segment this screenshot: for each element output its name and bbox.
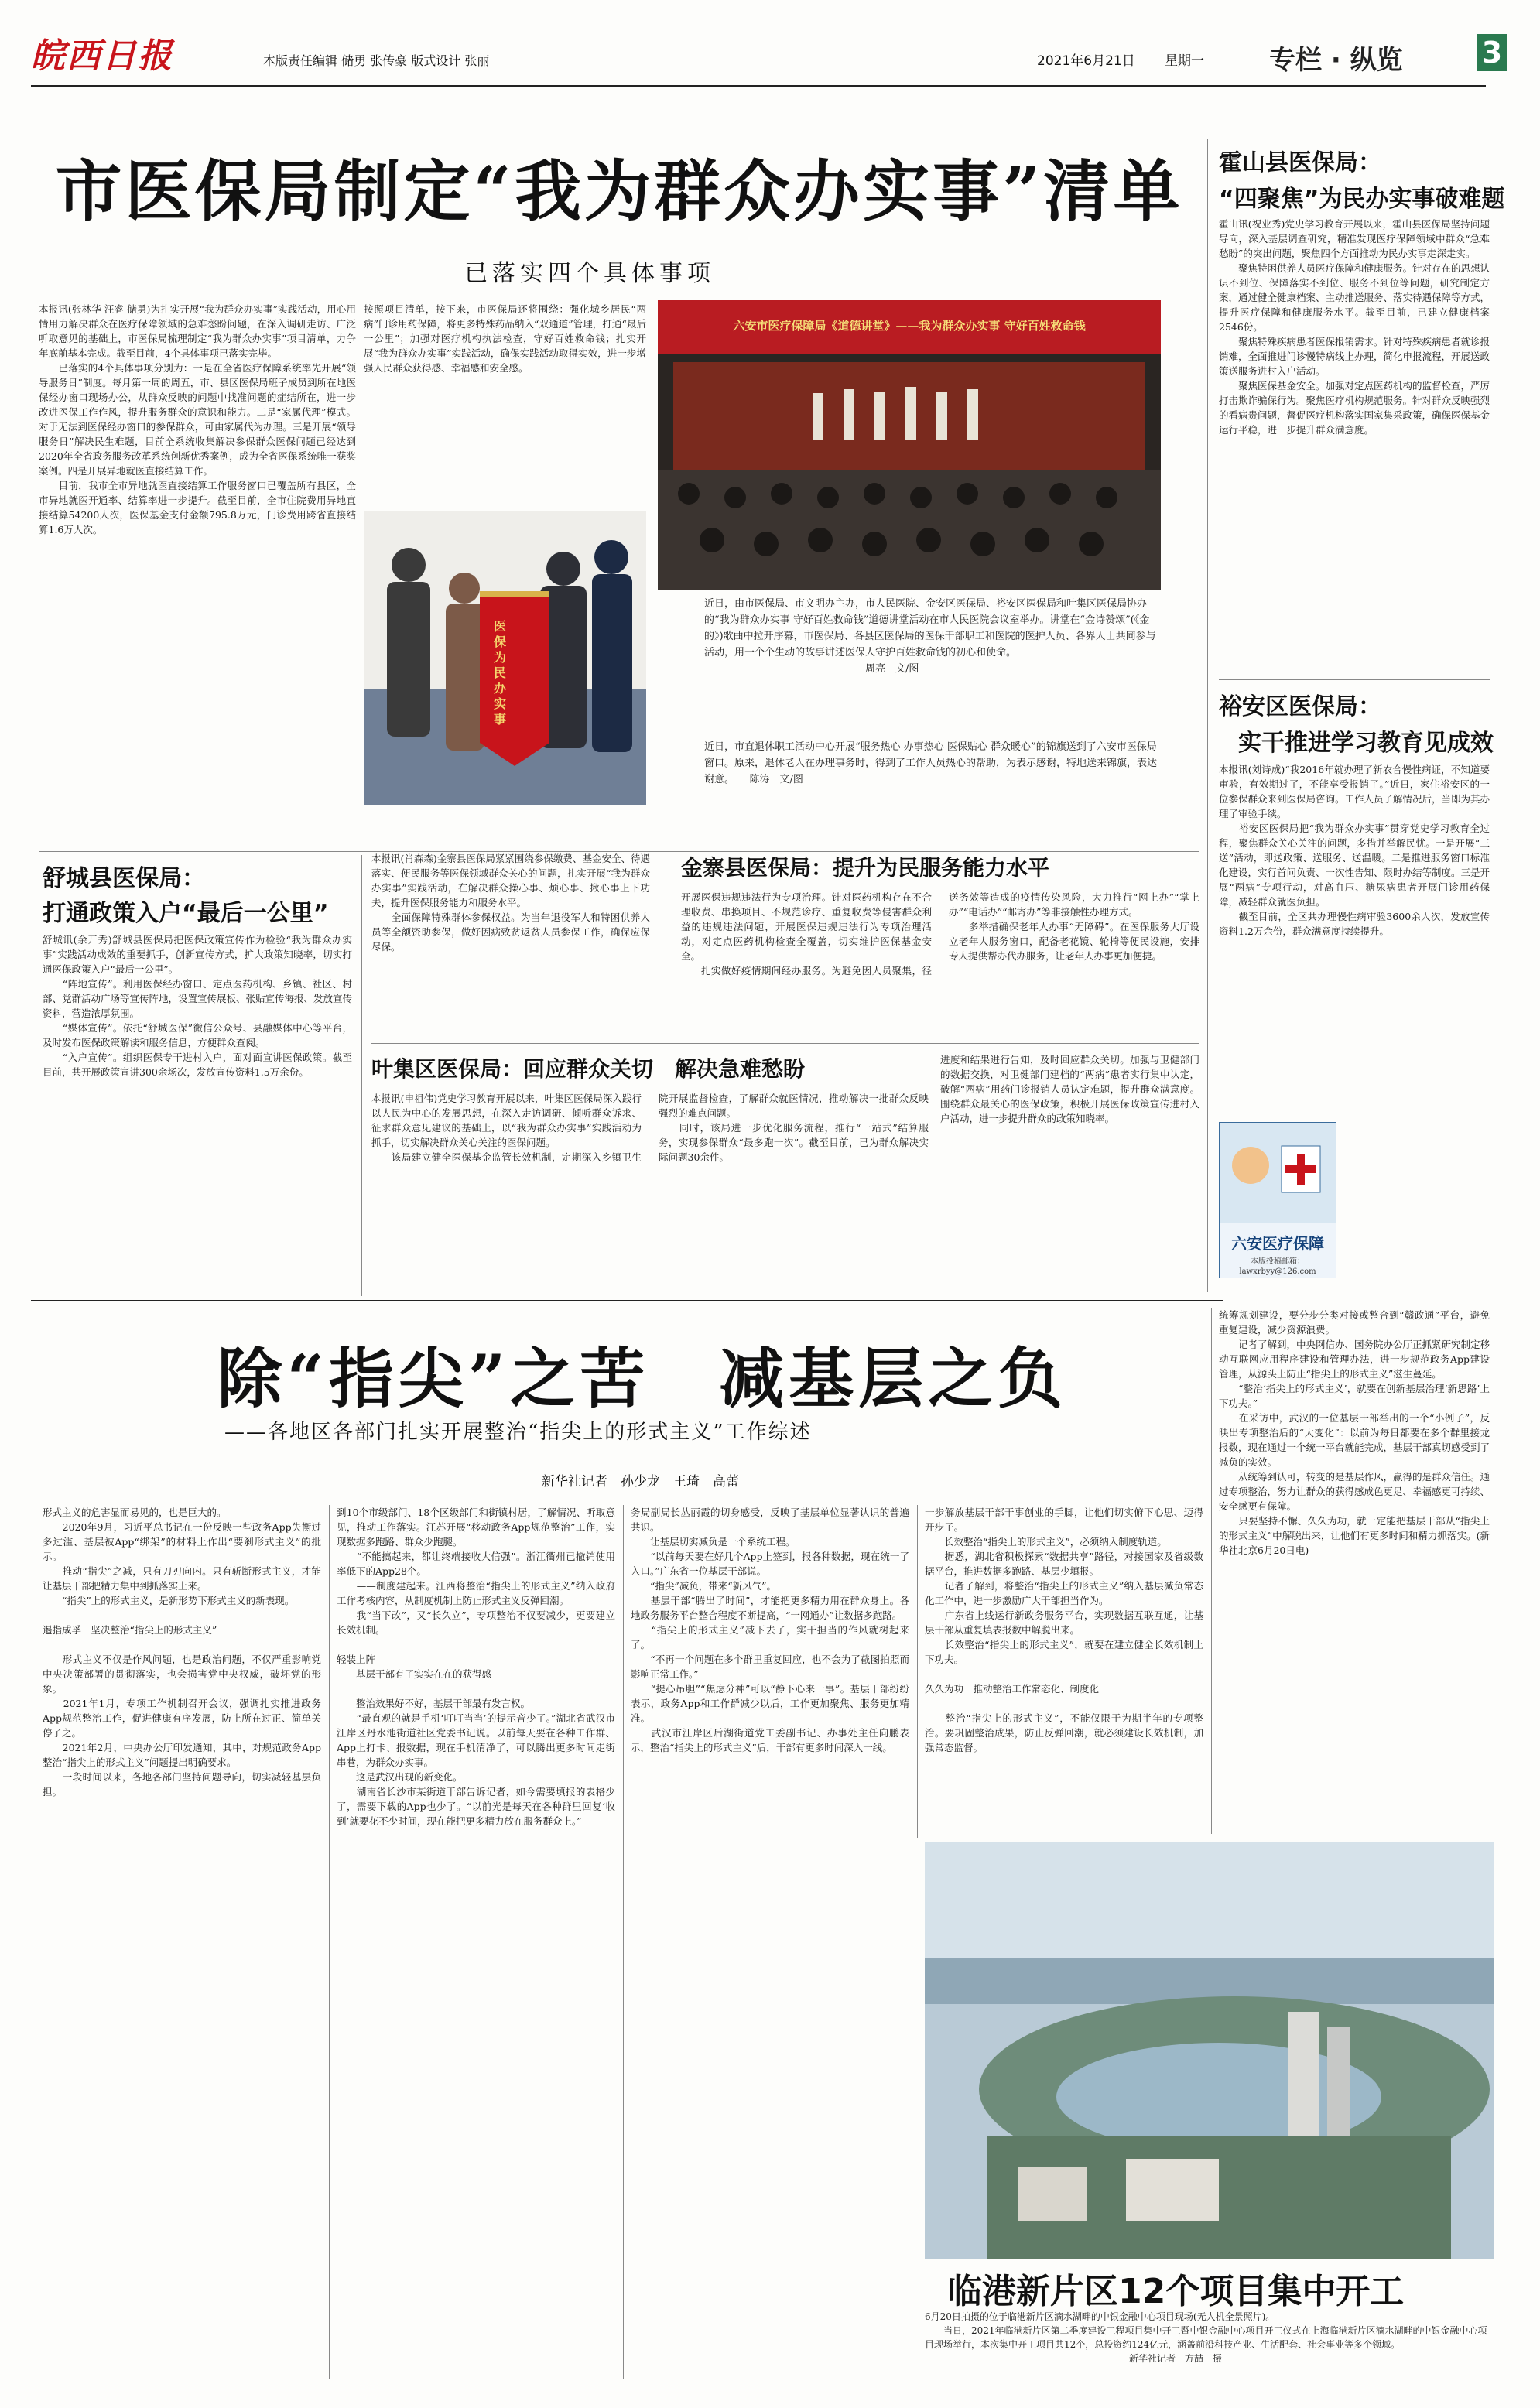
ad-subtitle: 本版投稿邮箱：lawxrbyy@126.com (1239, 1257, 1316, 1276)
shucheng-body: 舒城讯(余开秀)舒城县医保局把医保政策宣传作为检验“我为群众办实事”实践活动成效的重要抓手，创新宣传方式，扩大政策知晓率，切实打通医保政策入户“最后一公里”。 “阵地宣传”。利用医保经办窗口、定点医药机构、乡镇、社区、村部、党群活动广场等宣传阵地，设置宣传展板、张贴宣传海报、发放宣传资料，营造浓厚氛围。 “媒体宣传”。依托“舒城医保”微信公众号、县融媒体中心等平台，及时发布医保政策解读和服务信息，方便群众查阅。 “入户宣传”。组织医保专干进村入户，面对面宣讲医保政策。截至目前，共开展政策宣讲300余场次，发放宣传资料1.5万余份。 (43, 934, 352, 1078)
issue-weekday: 星期一 (1165, 53, 1204, 69)
huoshan-title-2: “四聚焦”为民办实事破难题 (1219, 186, 1505, 213)
right-column-divider (1207, 139, 1208, 1292)
lead-subheadline: 已落实四个具体事项 (464, 260, 715, 287)
feature-subheadline: ——各地区各部门扎实开展整治“指尖上的形式主义”工作综述 (224, 1421, 812, 1444)
jinzhai-title: 金寨县医保局：提升为民服务能力水平 (681, 855, 1050, 881)
award-photo-caption: 近日，市直退休职工活动中心开展“服务热心 办事热心 医保贴心 群众暖心”的锦旗送到了六安市医保局窗口。原来，退休老人在办理事务时，得到了工作人员热心的帮助，为表示感谢，特地送来锦旗，表达谢意。 陈涛 文/图 (704, 741, 1158, 785)
lingang-caption: 6月20日拍摄的位于临港新片区滴水湖畔的中银金融中心项目现场(无人机全景照片)。 当日，2021年临港新片区第二季度建设工程项目集中开工暨中银金融中心项目开工仪式在上海临港新片区滴水湖畔的中银金融中心项目现场举行，本次集中开工项目共12个，总投资约124亿元，涵盖前沿科技产业、生活配套、社会事业等多个领域。 新华社记者 方喆 摄 (925, 2311, 1487, 2364)
tier2-divider-1 (361, 855, 362, 1296)
feature-headline: 除“指尖”之苦 减基层之负 (217, 1340, 1068, 1417)
right-story-divider (1219, 679, 1490, 680)
yuan-title-2: 实干推进学习教育见成效 (1238, 730, 1494, 757)
pennant-text: 医保为民办实事 (494, 619, 507, 727)
stage-photo-art (658, 300, 1161, 590)
ad-box (1219, 1122, 1336, 1278)
feature-divider-4 (1211, 1308, 1212, 1834)
feature-col1: 形式主义的危害显而易见的，也是巨大的。 2020年9月，习近平总书记在一份反映一些政务App失衡过多过滥、基层被App“绑架”的材料上作出“要刹形式主义”的批示。 推动“指尖”之减，只有刀刃向内。只有斩断形式主义，才能让基层干部把精力集中到抓落实上来。 “指尖”上的形式主义，是新形势下形式主义的新表现。 遏指成孚 坚决整治“指尖上的形式主义” 形式主义不仅是作风问题，也是政治问题，不仅严重影响党中央决策部署的贯彻落实，也会损害党中央权威，破坏党的形象。 2021年1月，专项工作机制召开会议，强调扎实推进政务App规范整治工作，促进健康有序发展，防止所在过正、简单关停了之。 2021年2月，中央办公厅印发通知，其中，对规范政务App整治“指尖上的形式主义”问题提出明确要求。 一段时间以来，各地各部门坚持问题导向，切实减轻基层负担。 (43, 1507, 321, 1797)
yeji-rule (371, 1043, 1199, 1044)
issue-date: 2021年6月21日 (1037, 53, 1135, 69)
award-photo (364, 511, 646, 805)
stage-banner-text: 六安市医疗保障局《道德讲堂》——我为群众办实事 守好百姓救命钱 (733, 319, 1086, 333)
lead-body: 本报讯(张林华 汪睿 储勇)为扎实开展“我为群众办实事”实践活动，用心用情用力解决群众在医疗保障领域的急难愁盼问题，在深入调研走访、广泛听取意见的基础上，市医保局梳理制定“我为群众办实事”项目清单，力争年底前基本完成。截至目前，4个具体事项已落实完毕。 已落实的4个具体事项分别为：一是在全省医疗保障系统率先开展“领导服务日”制度。每月第一周的周五，市、县区医保局班子成员到所在地医保经办窗口现场办公，从群众反映的问题中找准问题的症结所在，进一步改进医保工作作风，提升服务群众的意识和能力。二是“家属代理”模式。对于无法到医保经办窗口的参保群众，可由家属代为办理。三是开展“领导服务日”解决民生难题，目前全系统收集解决参保群众医保问题已经达到2020年全省政务服务改革系统创新优秀案例，成为全省医保系统唯一获奖案例。四是开展异地就医直接结算工作。 目前，我市全市异地就医直接结算工作服务窗口已覆盖所有县区，全市异地就医开通率、结算率进一步提升。截至目前，全市住院费用异地直接结算54200人次，医保基金支付金额795.8万元，门诊费用跨省直接结算1.6万人次。 (39, 303, 356, 535)
page-number: 3 (1477, 34, 1507, 71)
stage-photo-caption: 近日，由市医保局、市文明办主办，市人民医院、金安区医保局、裕安区医保局和叶集区医保局协办的“我为群众办实事 守好百姓救命钱”道德讲堂活动在市人民医院会议室举办。讲堂在“金诗赞颂”(《金的》)歌曲中拉开序幕，市医保局、各县区医保局的医保干部职工和医院的医护人员、各界人士共同参与活动，用一个个生动的故事讲述医保人守护百姓救命钱的初心和使命。 周亮 文/图 (704, 598, 1156, 675)
masthead (31, 23, 1509, 84)
jinzhai-body: 开展医保违规违法行为专项治理。针对医药机构存在不合理收费、串换项目、不规范诊疗、重复收费等侵害群众利益的违规违法问题，开展医保违规违法行为专项治理活动，对定点医药机构检查全覆盖，切实维护医保基金安全。 扎实做好疫情期间经办服务。为避免因人员聚集，径送务效等造成的疫情传染风险，大力推行“网上办”“掌上办”“电话办”“邮寄办”等非接触性办理方式。 多举措确保老年人办事“无障碍”。在医保服务大厅设立老年人服务窗口，配备老花镜、轮椅等便民设施，安排专人提供帮办代办服务，让老年人办事更加便捷。 (681, 891, 1199, 977)
yeji-body: 本报讯(申祖伟)党史学习教育开展以来，叶集区医保局深入践行以人民为中心的发展思想，在深入走访调研、倾听群众诉求、征求群众意见建议的基础上，以“我为群众办实事”实践活动为抓手，切实解决群众关心关注的医保问题。 该局建立健全医保基金监管长效机制，定期深入乡镇卫生院开展监督检查，了解群众就医情况，推动解决一批群众反映强烈的难点问题。 同时，该局进一步优化服务流程，推行“一站式”结算服务，实现参保群众“最多跑一次”。截至目前，已为群众解决实际问题30余件。 (371, 1093, 929, 1163)
stage-photo (658, 300, 1161, 590)
newspaper-logo: 皖西日报 (31, 36, 173, 76)
masthead-editors: 本版责任编辑 储勇 张传豪 版式设计 张丽 (263, 53, 490, 68)
lingang-headline: 临港新片区12个项目集中开工 (948, 2272, 1405, 2311)
feature-col5: 统筹规划建设，要分步分类对接或整合到“赣政通”平台，避免重复建设，减少资源浪费。 记者了解到，中央网信办、国务院办公厅正抓紧研究制定移动互联网应用程序建设和管理办法，进一步规范政务App建设管理，从源头上防止“指尖上的形式主义”滋生蔓延。 “整治‘指尖上的形式主义’，就要在创新基层治理‘新思路’上下功夫。” 在采访中，武汉的一位基层干部举出的一个“小例子”，反映出专项整治后的“大变化”：以前为每日都要在多个群里接龙报数，现在通过一个统一平台就能完成，基层干部真切感受到了减负的实效。 从统筹到认可，转变的是基层作风，赢得的是群众信任。通过专项整治，努力让群众的获得感成色更足、幸福感更可持续、安全感更有保障。 只要坚持不懈、久久为功，就一定能把基层干部从“指尖上的形式主义”中解脱出来，让他们有更多时间和精力抓落实。(新华社北京6月20日电) (1219, 1309, 1490, 1556)
feature-col3: 务局副局长丛丽霞的切身感受，反映了基层单位显著认识的普遍共识。 让基层切实减负是一个系统工程。 “以前每天要在好几个App上签到，报各种数据，现在统一了入口。”广东省一位基层干部说。 “指尖”减负，带来“新风气”。 基层干部“腾出了时间”，才能把更多精力用在群众身上。各地政务服务平台整合程度不断提高，“一网通办”让数据多跑路。 “指尖上的形式主义”减下去了，实干担当的作风就树起来了。 “不再一个问题在多个群里重复回应，也不会为了截图拍照而影响正常工作。” “提心吊胆”“焦虑分神”可以“静下心来干事”。基层干部纷纷表示，政务App和工作群减少以后，工作更加聚焦、服务更加精准。 武汉市江岸区后湖街道党工委副书记、办事处主任向鹏表示，整治“指尖上的形式主义”后，干部有更多时间深入一线。 (631, 1507, 909, 1753)
section-title: 专栏 · 纵览 (1269, 45, 1403, 76)
masthead-rule (31, 85, 1486, 87)
shucheng-title-2: 打通政策入户“最后一公里” (43, 900, 329, 927)
feature-divider-2 (623, 1505, 624, 2379)
shucheng-title-1: 舒城县医保局： (43, 865, 205, 892)
yeji-title: 叶集区医保局：回应群众关切 解决急难愁盼 (371, 1056, 806, 1082)
huoshan-body: 霍山讯(祝业秀)党史学习教育开展以来，霍山县医保局坚持问题导向，深入基层调查研究，精准发现医疗保障领域中群众“急难愁盼”的突出问题，聚焦四个方面推动为民办实事走深走实。 聚焦特困供养人员医疗保障和健康服务。针对存在的思想认识不到位、保障落实不到位、服务不到位等问题，研究制定方案，通过健全健康档案、主动推送服务、落实待遇保障等方式，提升医疗保障和健康服务水平。截至目前，已建立健康档案2546份。 聚焦特殊疾病患者医保报销需求。针对特殊疾病患者就诊报销难，全面推进门诊慢特病线上办理，简化申报流程，开展送政策送服务进村入户活动。 聚焦医保基金安全。加强对定点医药机构的监督检查，严厉打击欺诈骗保行为。聚焦医疗机构规范服务。针对群众反映强烈的看病贵问题，督促医疗机构落实国家集采政策，确保医保基金运行平稳，进一步提升群众满意度。 (1219, 218, 1490, 436)
yuan-title-1: 裕安区医保局： (1219, 693, 1381, 720)
ad-illustration (1220, 1123, 1336, 1223)
lingang-photo (925, 1842, 1494, 2259)
feature-divider-3 (917, 1505, 918, 1838)
lingang-photo-art (925, 1842, 1494, 2259)
lead-headline: 市医保局制定“我为群众办实事”清单 (55, 152, 1183, 231)
lead-body-col2: 按照项目清单，按下来，市医保局还将围绕：强化城乡居民“两病”门诊用药保障，将更多特殊药品纳入“双通道”管理，打通“最后一公里”；加强对医疗机构执法检查，守好百姓救命钱；扎实开展“我为群众办实事”实践活动，确保实践活动取得实效，进一步增强人民群众获得感、幸福感和安全感。 (364, 303, 646, 374)
feature-divider-1 (329, 1505, 330, 2379)
feature-col4: 一步解放基层干部干事创业的手脚，让他们切实俯下心思、迈得开步子。 长效整治“指尖上的形式主义”，必须纳入制度轨道。 据悉，湖北省积极探索“数据共享”路径，对接国家及省级数据平台，推进数据多跑路、基层少填报。 记者了解到，将整治“指尖上的形式主义”纳入基层减负常态化工作中，进一步激励广大干部担当作为。 广东省上线运行新政务服务平台，实现数据互联互通，让基层干部从重复填表报数中解脱出来。 长效整治“指尖上的形式主义”，就要在建立健全长效机制上下功夫。 久久为功 推动整治工作常态化、制度化 整治“指尖上的形式主义”，不能仅限于为期半年的专项整治。要巩固整治成果，防止反弹回潮，就必须建设长效机制，加强常态监督。 (925, 1507, 1203, 1753)
feature-rule (31, 1300, 1223, 1301)
yuan-body: 本报讯(刘诗成)“我2016年就办理了新农合慢性病证，不知道要审验，有效期过了，不能享受报销了。”近日，家住裕安区的一位参保群众来到医保局咨询。工作人员了解情况后，当即为其办理了审验手续。 裕安区医保局把“我为群众办实事”贯穿党史学习教育全过程，聚焦群众关心关注的问题，多措并举解民忧。一是开展“三送”活动，即送政策、送服务、送温暖。二是推进服务窗口标准化建设，实行首问负责、一次性告知、限时办结等制度。三是开展“两病”专项行动，对高血压、糖尿病患者开展门诊用药保障，减轻群众就医负担。 截至目前，全区共办理慢性病审验3600余人次，发放宣传资料1.2万余份，群众满意度持续提升。 (1219, 764, 1490, 937)
yeji-body-right: 进度和结果进行告知，及时回应群众关切。加强与卫健部门的数据交换，对卫健部门建档的“两病”患者实行集中认定，破解“两病”用药门诊报销人员认定难题，提升群众满意度。围绕群众最关心的医保政策，积极开展医保政策宣传进村入户活动，进一步提升群众的政策知晓率。 (940, 1054, 1199, 1124)
jinzhai-intro: 本报讯(肖森森)金寨县医保局紧紧围绕参保缴费、基金安全、待遇落实、便民服务等医保领域群众关心的问题，扎实开展“我为群众办实事”实践活动，在解决群众操心事、烦心事、揪心事上下功夫，提升医保服务能力和服务水平。 全面保障特殊群体参保权益。为当年退役军人和特困供养人员等全额资助参保，做好因病致贫返贫人员参保工作，确保应保尽保。 (371, 853, 650, 953)
feature-col2: 到10个市级部门、18个区级部门和街镇村居，了解情况、听取意见，推动工作落实。江苏开展“移动政务App规范整治”工作，实现数据多跑路、群众少跑腿。 “不能搞起来，都让终端接收大信强”。浙江衢州已撤销使用率低下的App28个。 ——制度建起来。江西将整治“指尖上的形式主义”纳入政府工作考核内容，从制度机制上防止形式主义反弹回潮。 我“当下改”，又“长久立”，专项整治不仅要减少，更要建立长效机制。 轻装上阵 基层干部有了实实在在的获得感 整治效果好不好，基层干部最有发言权。 “最直观的就是手机‘叮叮当当’的提示音少了。”湖北省武汉市江岸区丹水池街道社区党委书记说。以前每天要在各种工作群、App上打卡、报数据，现在手机清净了，可以腾出更多时间走街串巷，为群众办实事。 这是武汉出现的新变化。 湖南省长沙市某街道干部告诉记者，如今需要填报的表格少了，需要下载的App也少了。“以前光是每天在各种群里回复‘收到’就要花不少时间，现在能把更多精力放在服务群众上。” (337, 1507, 615, 1827)
feature-byline: 新华社记者 孙少龙 王琦 高蕾 (542, 1474, 739, 1490)
huoshan-title-1: 霍山县医保局： (1219, 149, 1381, 176)
ad-title: 六安医疗保障 (1231, 1234, 1324, 1253)
